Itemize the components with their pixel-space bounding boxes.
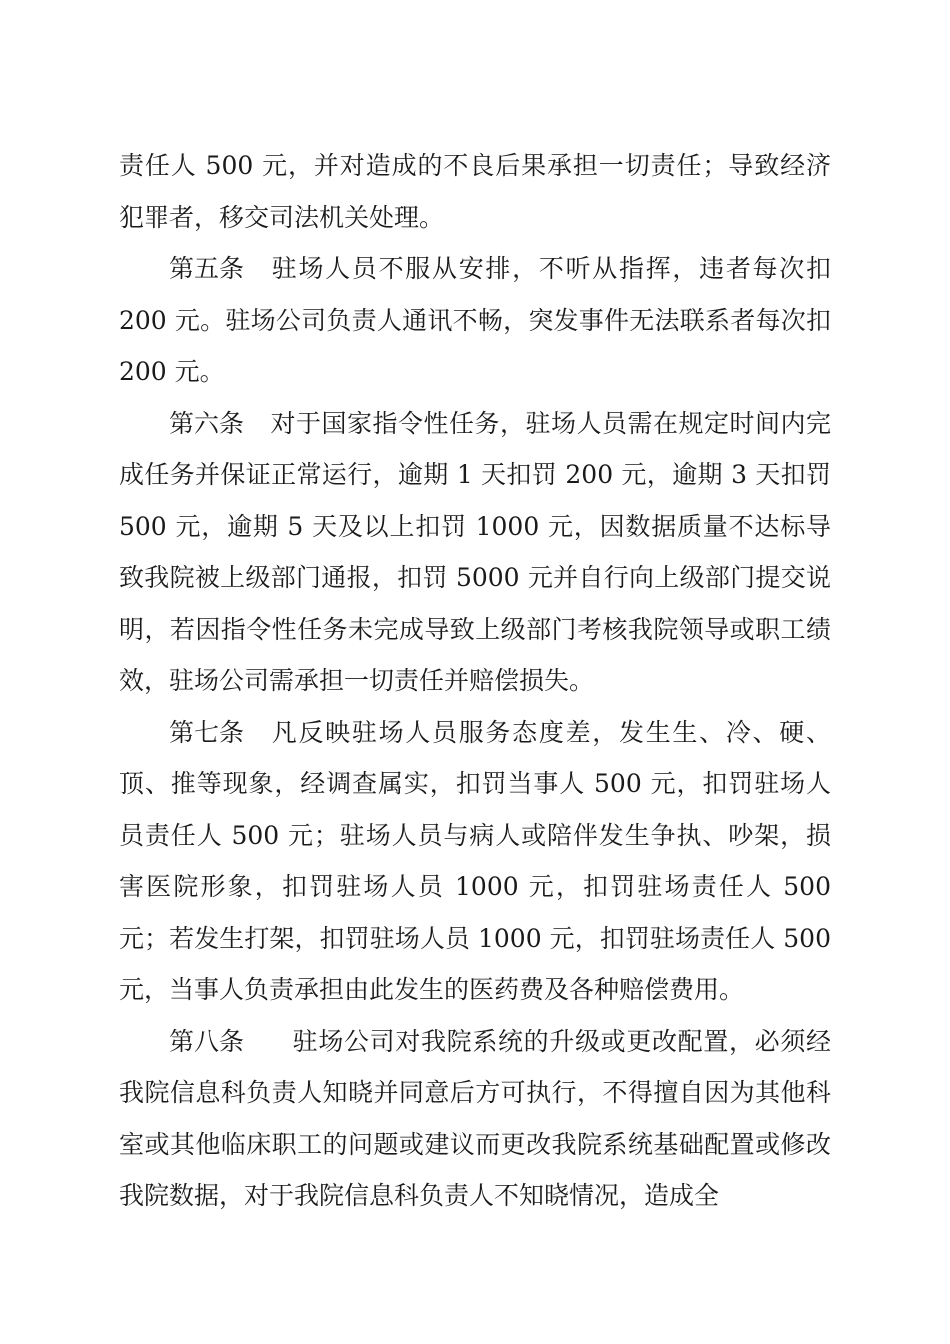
article-6 (119, 398, 831, 707)
article-text: 驻场公司对我院系统的升级或更改配置，必须经我院信息科负责人知晓并同意后方可执行，不得擅自因为其他科室或其他临床职工的问题或建议而更改我院系统基础配置或修改我院数据，对于我院信息科负责人不知晓情况，造成全 (119, 1026, 831, 1210)
article-7 (119, 707, 831, 1016)
document-page (119, 140, 831, 1222)
article-number: 第八条 (169, 1026, 245, 1056)
paragraph-continuation (119, 140, 831, 243)
article-number: 第五条 (169, 254, 245, 283)
paragraph-text: 责任人 500 元，并对造成的不良后果承担一切责任；导致经济犯罪者，移交司法机关处理。 (119, 151, 831, 232)
article-5 (119, 243, 831, 398)
article-8 (119, 1016, 831, 1222)
article-text: 凡反映驻场人员服务态度差，发生生、冷、硬、顶、推等现象，经调查属实，扣罚当事人 500 元，扣罚驻场人员责任人 500 元；驻场人员与病人或陪伴发生争执、吵架，损害医院形象，扣罚驻场人员 1000 元，扣罚驻场责任人 500 元；若发生打架，扣罚驻场人员 1000 元，扣罚驻场责任人 500 元，当事人负责承担由此发生的医药费及各种赔偿费用。 (119, 717, 831, 1004)
article-number: 第七条 (169, 717, 245, 747)
article-text: 驻场人员不服从安排，不听从指挥，违者每次扣 200 元。驻场公司负责人通讯不畅，突发事件无法联系者每次扣 200 元。 (119, 254, 831, 386)
article-number: 第六条 (169, 408, 245, 438)
article-text: 对于国家指令性任务，驻场人员需在规定时间内完成任务并保证正常运行，逾期 1 天扣罚 200 元，逾期 3 天扣罚 500 元，逾期 5 天及以上扣罚 1000 元，因数据质量不达标导致我院被上级部门通报，扣罚 5000 元并自行向上级部门提交说明，若因指令性任务未完成导致上级部门考核我院领导或职工绩效，驻场公司需承担一切责任并赔偿损失。 (119, 408, 831, 695)
